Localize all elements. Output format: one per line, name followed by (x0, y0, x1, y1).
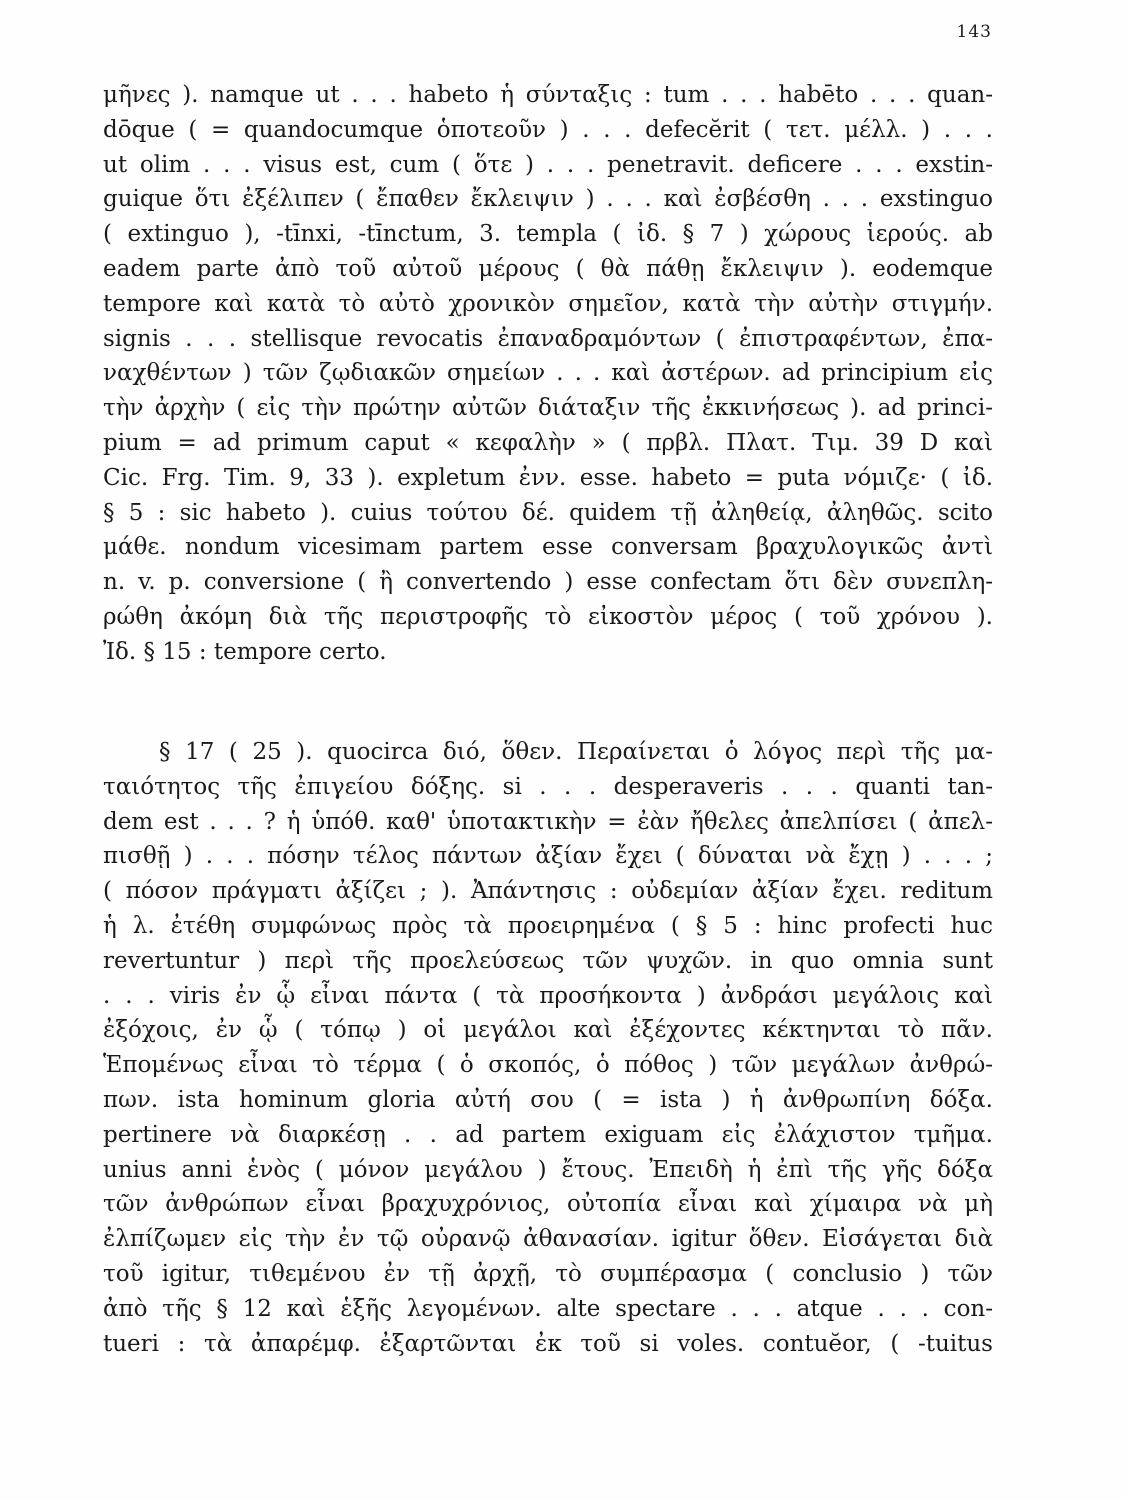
text-line: signis . . . stellisque revocatis ἐπαναδραμόντων ( ἐπιστραφέντων, ἐπα- (103, 325, 993, 352)
text-line: unius anni ἑνὸς ( μόνον μεγάλου ) ἔτους. Ἐπειδὴ ἡ ἐπὶ τῆς γῆς δόξα (103, 1156, 993, 1183)
commentary-paragraph-2 (103, 735, 993, 1361)
text-line: eadem parte ἀπὸ τοῦ αὐτοῦ μέρους ( θὰ πάθῃ ἔκλειψιν ). eodemque (103, 255, 993, 282)
text-line: tempore καὶ κατὰ τὸ αὐτὸ χρονικὸν σημεῖον, κατὰ τὴν αὐτὴν στιγμήν. (103, 290, 993, 317)
page-number: 143 (956, 22, 992, 42)
text-line: tueri : τὰ ἀπαρέμφ. ἐξαρτῶνται ἐκ τοῦ si voles. contuĕor, ( -tuitus (103, 1330, 993, 1357)
text-line: ἀπὸ τῆς § 12 καὶ ἑξῆς λεγομένων. alte spectare . . . atque . . . con- (103, 1295, 993, 1322)
text-line: ἐξόχοις, ἐν ᾧ ( τόπῳ ) οἱ μεγάλοι καὶ ἐξέχοντες κέκτηνται τὸ πᾶν. (103, 1017, 993, 1044)
text-line: μάθε. nondum vicesimam partem esse conversam βραχυλογικῶς ἀντὶ (103, 534, 993, 561)
text-line: § 5 : sic habeto ). cuius τούτου δέ. quidem τῇ ἀληθείᾳ, ἀληθῶς. scito (103, 499, 993, 526)
commentary-paragraph-1 (103, 78, 993, 670)
text-line: pertinere νὰ διαρκέσῃ . . ad partem exiguam εἰς ἐλάχιστον τμῆμα. (103, 1121, 993, 1148)
text-line: τοῦ igitur, τιθεμένου ἐν τῇ ἀρχῇ, τὸ συμπέρασμα ( conclusio ) τῶν (103, 1260, 993, 1287)
section-heading-line: § 17 ( 25 ). quocirca διό, ὅθεν. Περαίνεται ὁ λόγος περὶ τῆς μα- (159, 739, 993, 765)
text-line: ut olim . . . visus est, cum ( ὅτε ) . . . penetravit. deficere . . . exstin- (103, 151, 993, 178)
text-line: . . . viris ἐν ᾧ εἶναι πάντα ( τὰ προσήκοντα ) ἀνδράσι μεγάλοις καὶ (103, 982, 993, 1009)
text-line: Ἰδ. § 15 : tempore certo. (103, 638, 387, 665)
text-line: Cic. Frg. Tim. 9, 33 ). expletum ἐνν. esse. habeto = puta νόμιζε· ( ἰδ. (103, 464, 993, 491)
text-line: Ἑπομένως εἶναι τὸ τέρμα ( ὁ σκοπός, ὁ πόθος ) τῶν μεγάλων ἀνθρώ- (103, 1052, 993, 1079)
text-line: ταιότητος τῆς ἐπιγείου δόξης. si . . . desperaveris . . . quanti tan- (103, 773, 993, 800)
text-line: πων. ista hominum gloria αὐτή σου ( = ista ) ἡ ἀνθρωπίνη δόξα. (103, 1086, 993, 1113)
text-line: ἡ λ. ἐτέθη συμφώνως πρὸς τὰ προειρημένα ( § 5 : hinc profecti huc (103, 912, 993, 939)
text-line: revertuntur ) περὶ τῆς προελεύσεως τῶν ψυχῶν. in quo omnia sunt (103, 947, 993, 974)
text-line: pium = ad primum caput « κεφαλὴν » ( πρβλ. Πλατ. Τιμ. 39 D καὶ (103, 429, 993, 456)
text-line: μῆνες ). namque ut . . . habeto ἡ σύνταξις : tum . . . habēto . . . quan- (103, 82, 993, 108)
text-line: dōque ( = quandocumque ὁποτεοῦν ) . . . defecĕrit ( τετ. μέλλ. ) . . . (103, 116, 993, 143)
text-line: dem est . . . ? ἡ ὑπόθ. καθ' ὑποτακτικὴν = ἐὰν ἤθελες ἀπελπίσει ( ἀπελ- (103, 808, 993, 835)
text-line: ἐλπίζωμεν εἰς τὴν ἐν τῷ οὐρανῷ ἀθανασίαν. igitur ὅθεν. Εἰσάγεται διὰ (103, 1226, 993, 1253)
text-line: πισθῇ ) . . . πόσην τέλος πάντων ἀξίαν ἔχει ( δύναται νὰ ἔχῃ ) . . . ; (103, 843, 993, 870)
text-line: n. v. p. conversione ( ἢ convertendo ) esse confectam ὅτι δὲν συνεπλη- (103, 569, 993, 596)
text-line: ναχθέντων ) τῶν ζῳδιακῶν σημείων . . . καὶ ἀστέρων. ad principium εἰς (103, 360, 993, 387)
text-line: ( extinguo ), -tīnxi, -tīnctum, 3. templa ( ἰδ. § 7 ) χώρους ἱερούς. ab (103, 221, 993, 248)
text-line: τὴν ἀρχὴν ( εἰς τὴν πρώτην αὐτῶν διάταξιν τῆς ἐκκινήσεως ). ad princi- (103, 395, 993, 422)
text-line: ρώθη ἀκόμη διὰ τῆς περιστροφῆς τὸ εἰκοστὸν μέρος ( τοῦ χρόνου ). (103, 603, 993, 630)
text-line: ( πόσον πράγματι ἀξίζει ; ). Ἀπάντησις : οὐδεμίαν ἀξίαν ἔχει. reditum (103, 878, 993, 905)
text-line: guique ὅτι ἐξέλιπεν ( ἔπαθεν ἔκλειψιν ) . . . καὶ ἐσβέσθη . . . exstinguo (103, 186, 993, 213)
text-line: τῶν ἀνθρώπων εἶναι βραχυχρόνιος, οὐτοπία εἶναι καὶ χίμαιρα νὰ μὴ (103, 1191, 993, 1218)
